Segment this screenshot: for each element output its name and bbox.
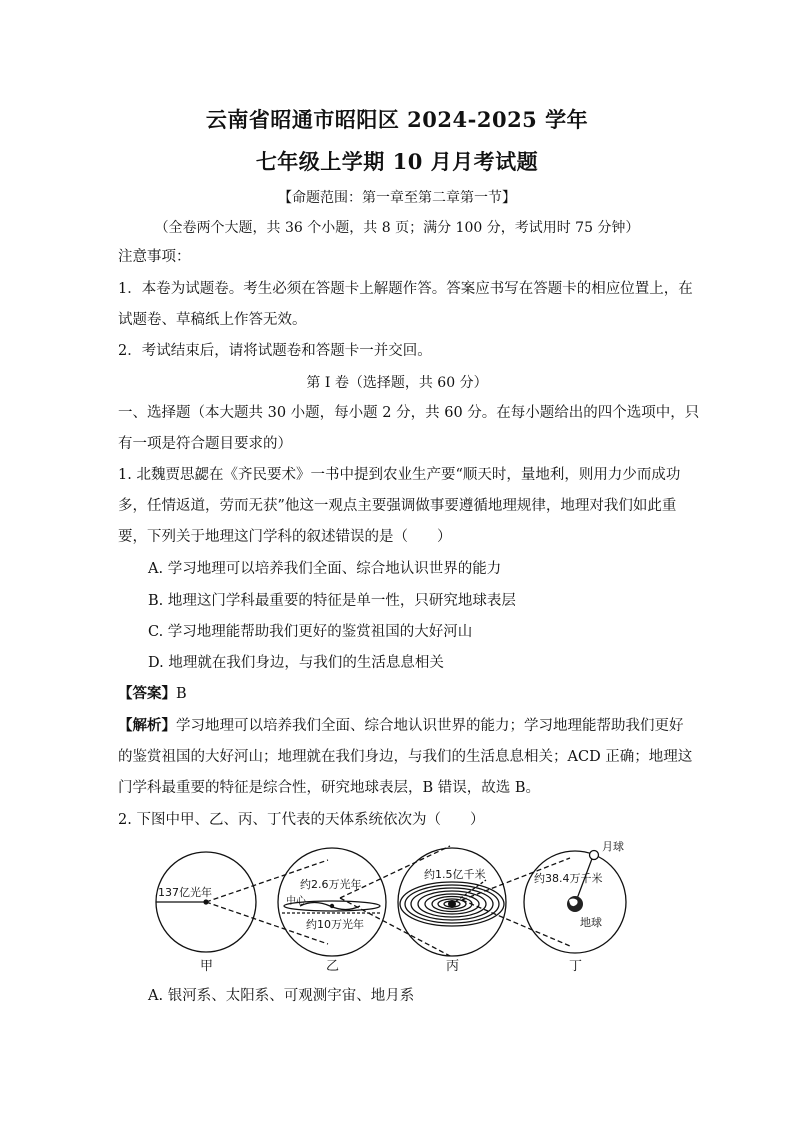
- notes-item1-line1: 1．本卷为试题卷。考生必须在答题卡上解题作答。答案应书写在答题卡的相应位置上，在: [118, 281, 693, 297]
- label-bing: 丙: [446, 959, 460, 974]
- exam-scope: 【命题范围：第一章至第二章第一节】: [278, 190, 516, 206]
- q1-option-c: C. 学习地理能帮助我们更好的鉴赏祖国的大好河山: [148, 624, 473, 640]
- q1-option-b: B. 地理这门学科最重要的特征是单一性，只研究地球表层: [148, 593, 516, 609]
- q1-stem-line2: 多，任情返道，劳而无获”他这一观点主要强调做事要遵循地理规律，地理对我们如此重: [118, 498, 677, 514]
- galaxy-thickness-label: 约2.6万光年: [300, 878, 362, 891]
- exam-title-line2: 七年级上学期 10 月月考试题: [255, 149, 539, 174]
- notes-heading: 注意事项：: [118, 249, 191, 265]
- galaxy-center-label: 中心: [286, 896, 306, 907]
- sun-icon: [448, 900, 456, 908]
- universe-center-dot: [203, 899, 208, 904]
- exam-info: （全卷两个大题，共 36 个小题，共 8 页；满分 100 分，考试用时 75 分钟）: [154, 220, 640, 236]
- q1-analysis-line3: 门学科最重要的特征是综合性，研究地球表层，B 错误，故选 B。: [118, 780, 541, 796]
- earth-label: 地球: [580, 916, 602, 929]
- section-instruction-line2: 有一项是符合题目要求的）: [118, 436, 292, 452]
- notes-item1-line2: 试题卷、草稿纸上作答无效。: [118, 312, 307, 328]
- q1-stem-line3: 要，下列关于地理这门学科的叙述错误的是（ ）: [118, 529, 452, 545]
- section-instruction-line1: 一、选择题（本大题共 30 小题，每小题 2 分，共 60 分。在每小题给出的四个选项中，只: [118, 405, 700, 421]
- celestial-systems-figure: [150, 836, 640, 976]
- analysis-label: 【解析】: [118, 717, 176, 734]
- q1-stem-line1: 1. 北魏贾思勰在《齐民要术》一书中提到农业生产要“顺天时，量地利，则用力少而成功: [118, 467, 681, 483]
- analysis-text-line1: 学习地理可以培养我们全面、综合地认识世界的能力；学习地理能帮助我们更好: [176, 718, 684, 734]
- exam-title-line1: 云南省昭通市昭阳区 2024-2025 学年: [205, 107, 589, 132]
- section-volume: 第 I 卷（选择题，共 60 分）: [306, 375, 488, 391]
- q1-option-a: A. 学习地理可以培养我们全面、综合地认识世界的能力: [148, 561, 502, 577]
- answer-label: 【答案】: [118, 685, 176, 702]
- q1-answer: [118, 684, 688, 704]
- label-jia: 甲: [200, 959, 214, 974]
- q1-analysis-line2: 的鉴赏祖国的大好河山；地理就在我们身边，与我们的生活息息相关；ACD 正确；地理这: [118, 749, 693, 765]
- solar-distance-label: 约1.5亿千米: [424, 868, 486, 881]
- galaxy-diameter-label: 约10万光年: [306, 918, 364, 931]
- earth-moon-distance-label: 约38.4万千米: [534, 872, 603, 885]
- q2-stem: 2. 下图中甲、乙、丙、丁代表的天体系统依次为（ ）: [118, 812, 485, 828]
- galaxy-center-dot: [330, 904, 334, 908]
- moon-label: 月球: [602, 840, 624, 853]
- answer-value: B: [176, 686, 187, 702]
- moon-icon: [590, 851, 599, 860]
- universe-radius-label: 137亿光年: [158, 886, 212, 899]
- q1-analysis-line1: [118, 716, 688, 736]
- label-ding: 丁: [569, 959, 583, 974]
- q1-option-d: D. 地理就在我们身边，与我们的生活息息相关: [148, 655, 444, 671]
- notes-item2: 2．考试结束后，请将试题卷和答题卡一并交回。: [118, 343, 432, 359]
- q2-option-a: A. 银河系、太阳系、可观测宇宙、地月系: [148, 988, 415, 1004]
- label-yi: 乙: [326, 959, 340, 974]
